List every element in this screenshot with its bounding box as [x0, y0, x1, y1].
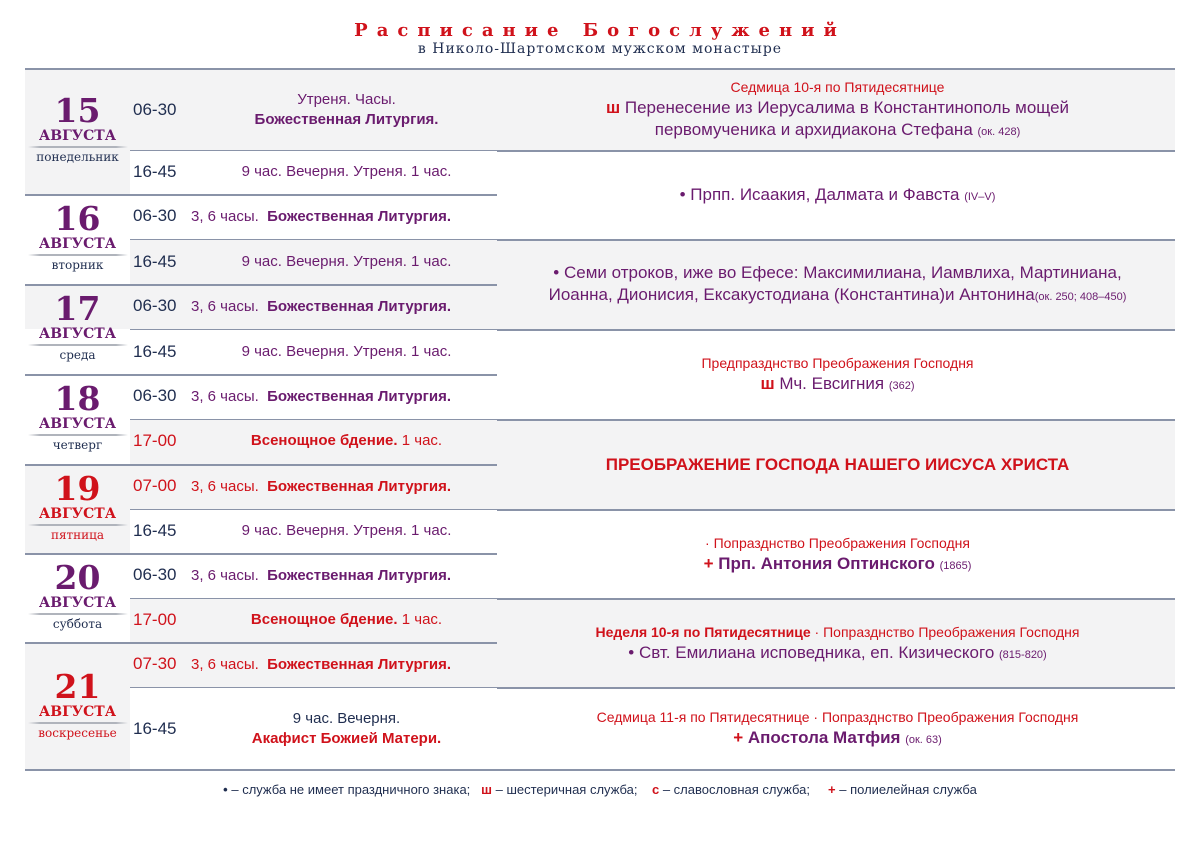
- service-text: [193, 600, 500, 640]
- akathist-label: Акафист Божией Матери.: [251, 730, 442, 747]
- day-number: 20: [54, 558, 101, 597]
- hour-label: 1 час.: [401, 611, 443, 628]
- polyeleos-mark-icon: +: [828, 782, 836, 797]
- service-text: [193, 70, 500, 150]
- afterfeast-heading: · Попразднство Преображения Господня: [705, 534, 970, 551]
- service-time: 16-45: [133, 342, 177, 361]
- weekday-label: пятница: [50, 528, 105, 542]
- service-time: 16-45: [133, 162, 177, 181]
- month-label: АВГУСТА: [38, 595, 117, 611]
- day-block-15: [25, 91, 130, 166]
- commemoration-text: Прпп. Исаакия, Далмата и Фавста: [690, 185, 960, 204]
- commemoration-text: Перенесение из Иерусалима в Константинополь мощей: [624, 98, 1070, 117]
- sixfold-mark-icon: ш: [481, 782, 492, 797]
- date-note: (1865): [939, 559, 972, 572]
- date-note: (362): [888, 380, 915, 392]
- service-time: 07-30: [133, 654, 177, 673]
- service-rule: [130, 419, 497, 420]
- plain-mark-icon: •: [553, 263, 560, 282]
- service-text: [191, 555, 451, 595]
- service-rule: [130, 687, 497, 688]
- commemoration-text: Семи отроков, иже во Ефесе: Максимилиана, Иамвлиха, Мартиниана,: [563, 263, 1122, 282]
- service-time: 17-00: [133, 431, 177, 450]
- date-note: (ок. 63): [905, 734, 942, 746]
- service-row: [133, 286, 500, 326]
- service-line: 9 час. Вечерня.: [292, 710, 401, 727]
- day-block-16: [25, 199, 130, 274]
- weekday-label: среда: [59, 348, 96, 362]
- day-block-20: [25, 558, 130, 633]
- legend-text: – шестеричная служба;: [491, 782, 638, 797]
- doxology-mark-icon: с: [651, 782, 660, 797]
- afterfeast-heading: · Попразднство Преображения Господня: [810, 623, 1080, 640]
- month-label: АВГУСТА: [38, 236, 117, 252]
- day-number: 21: [54, 667, 101, 706]
- commemoration: [500, 241, 1175, 329]
- hours-label: 3, 6 часы.: [191, 207, 259, 225]
- commemoration: [500, 511, 1175, 598]
- commemoration-text: Прп. Антония Оптинского: [718, 553, 935, 573]
- liturgy-label: Божественная Литургия.: [254, 111, 439, 128]
- day-number: 17: [54, 289, 101, 328]
- liturgy-label: Божественная Литургия.: [267, 387, 452, 405]
- commemoration-text: первомученика и архидиакона Стефана: [654, 120, 973, 139]
- polyeleos-mark-icon: +: [703, 553, 714, 573]
- hours-label: 3, 6 часы.: [191, 566, 259, 584]
- service-line: Утреня. Часы.: [297, 91, 396, 108]
- service-rule: [130, 150, 497, 151]
- service-time: 16-45: [133, 521, 177, 540]
- service-text: [191, 286, 451, 326]
- day-block-21: [25, 667, 130, 742]
- service-time: 16-45: [133, 252, 177, 271]
- weekday-label: суббота: [52, 617, 103, 631]
- legend-text: – полиелейная служба: [835, 782, 977, 797]
- commemoration: [500, 689, 1175, 769]
- day-number: 16: [54, 199, 101, 238]
- day-number: 19: [54, 469, 101, 508]
- service-time: 06-30: [133, 296, 177, 315]
- hour-label: 1 час.: [401, 432, 443, 449]
- service-rule: [130, 598, 497, 599]
- commemoration-text: Апостола Матфия: [747, 728, 901, 747]
- service-text: 9 час. Вечерня. Утреня. 1 час.: [241, 522, 452, 539]
- commemoration: [500, 70, 1175, 150]
- feast-title: ПРЕОБРАЖЕНИЕ ГОСПОДА НАШЕГО ИИСУСА ХРИСТА: [605, 455, 1070, 474]
- service-row: [133, 70, 500, 150]
- feast-commemoration: [500, 421, 1175, 509]
- service-time: 06-30: [133, 206, 177, 225]
- service-row: [133, 242, 500, 282]
- date-note: (815-820): [999, 648, 1047, 661]
- hours-label: 3, 6 часы.: [191, 297, 259, 315]
- service-row: [133, 466, 500, 506]
- service-row: [133, 376, 500, 416]
- weekday-label: вторник: [51, 258, 104, 272]
- service-time: 06-30: [133, 565, 177, 584]
- plain-mark-icon: •: [628, 642, 635, 662]
- service-text: [191, 644, 451, 684]
- commemoration-text: Свт. Емилиана исповедника, еп. Кизического: [638, 642, 995, 662]
- plain-mark-icon: •: [223, 782, 228, 797]
- sixfold-mark-icon: ш: [605, 98, 621, 117]
- service-time: 06-30: [133, 100, 177, 119]
- service-text: 9 час. Вечерня. Утреня. 1 час.: [241, 343, 452, 360]
- service-row: [133, 600, 500, 640]
- service-time: 07-00: [133, 476, 177, 495]
- service-row: [133, 152, 500, 192]
- service-row: [133, 689, 500, 769]
- page-title: Расписание Богослужений: [354, 20, 846, 41]
- service-rule: [130, 509, 497, 510]
- weekday-label: воскресенье: [38, 726, 117, 740]
- vigil-label: Всенощное бдение.: [250, 432, 398, 449]
- month-label: АВГУСТА: [38, 506, 117, 522]
- liturgy-label: Божественная Литургия.: [267, 297, 452, 315]
- month-label: АВГУСТА: [38, 128, 117, 144]
- service-row: [133, 196, 500, 236]
- day-block-19: [25, 469, 130, 544]
- month-label: АВГУСТА: [38, 704, 117, 720]
- forefeast-heading: Предпразднство Преображения Господня: [701, 355, 974, 371]
- week-heading: Седмица 11-я по Пятидесятнице · Попразднство Преображения Господня: [596, 709, 1079, 725]
- service-rule: [130, 329, 497, 330]
- date-note: (IV–V): [964, 191, 996, 203]
- commemoration: [500, 152, 1175, 240]
- hours-label: 3, 6 часы.: [191, 477, 259, 495]
- commemoration-text: Мч. Евсигния: [779, 374, 885, 393]
- legend-text: – славословная служба;: [659, 782, 810, 797]
- service-text: [193, 421, 500, 461]
- service-text: 9 час. Вечерня. Утреня. 1 час.: [241, 253, 452, 270]
- service-text: [191, 376, 451, 416]
- page-subtitle: в Николо-Шартомском мужском монастыре: [417, 41, 783, 57]
- vigil-label: Всенощное бдение.: [250, 611, 398, 628]
- service-time: 16-45: [133, 719, 177, 738]
- service-text: [191, 196, 451, 236]
- sunday-heading: Неделя 10-я по Пятидесятнице: [595, 623, 811, 640]
- service-text: [193, 689, 500, 769]
- service-text: [191, 466, 451, 506]
- service-text: 9 час. Вечерня. Утреня. 1 час.: [241, 163, 452, 180]
- service-time: 17-00: [133, 610, 177, 629]
- service-row: [133, 332, 500, 372]
- hours-label: 3, 6 часы.: [191, 655, 259, 673]
- date-note: (ок. 428): [977, 126, 1021, 138]
- liturgy-label: Божественная Литургия.: [267, 477, 452, 495]
- liturgy-label: Божественная Литургия.: [267, 566, 452, 584]
- sixfold-mark-icon: ш: [760, 374, 775, 393]
- service-row: [133, 555, 500, 595]
- hours-label: 3, 6 часы.: [191, 387, 259, 405]
- commemoration: [500, 331, 1175, 419]
- month-label: АВГУСТА: [38, 326, 117, 342]
- service-rule: [130, 239, 497, 240]
- service-row: [133, 421, 500, 461]
- plain-mark-icon: •: [679, 185, 686, 204]
- weekday-label: понедельник: [36, 150, 119, 164]
- date-note: (ок. 250; 408–450): [1034, 291, 1127, 303]
- day-block-17: [25, 289, 130, 364]
- legend: [0, 782, 1200, 797]
- weekday-label: четверг: [52, 438, 103, 452]
- day-number: 15: [54, 91, 101, 130]
- commemoration-text: Иоанна, Дионисия, Ексакустодиана (Константина)и Антонина: [548, 285, 1035, 304]
- day-block-18: [25, 379, 130, 454]
- liturgy-label: Божественная Литургия.: [267, 655, 452, 673]
- month-label: АВГУСТА: [38, 416, 117, 432]
- service-row: [133, 644, 500, 684]
- liturgy-label: Божественная Литургия.: [267, 207, 452, 225]
- service-row: [133, 511, 500, 551]
- rule-bottom: [25, 769, 1175, 771]
- commemoration: [500, 600, 1175, 687]
- polyeleos-mark-icon: +: [733, 728, 744, 747]
- week-heading: Седмица 10-я по Пятидесятнице: [730, 79, 945, 95]
- service-time: 06-30: [133, 386, 177, 405]
- legend-text: – служба не имеет праздничного знака;: [227, 782, 471, 797]
- day-number: 18: [54, 379, 101, 418]
